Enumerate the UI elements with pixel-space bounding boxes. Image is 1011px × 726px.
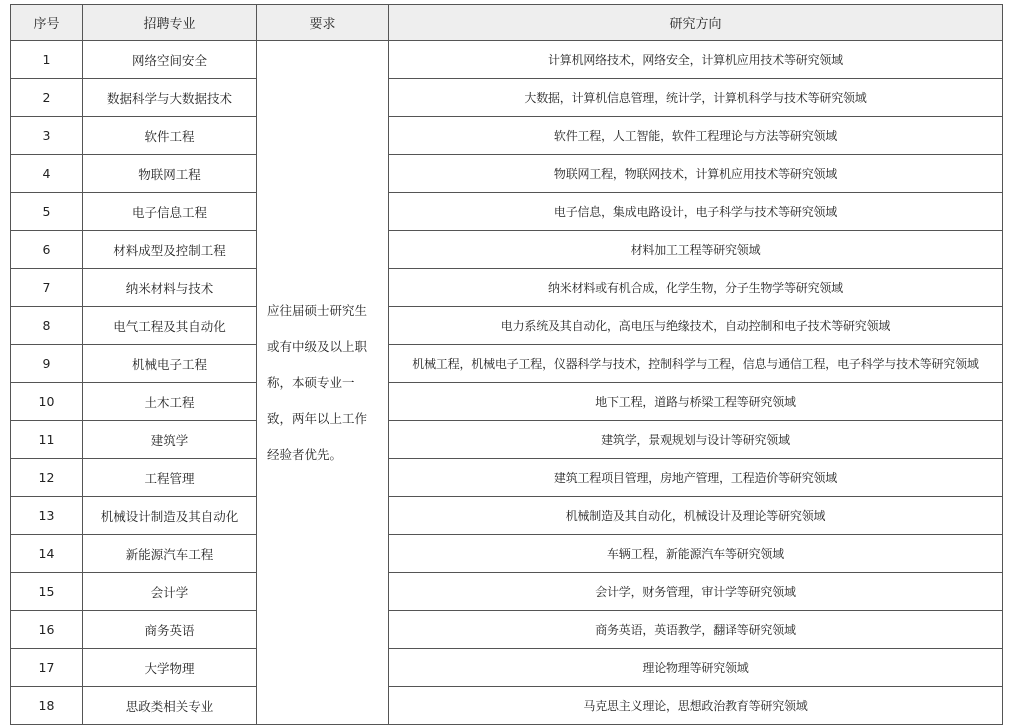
major-cell: 机械设计制造及其自动化: [83, 497, 257, 535]
research-direction-cell: 车辆工程，新能源汽车等研究领域: [389, 535, 1003, 573]
research-direction-cell: 纳米材料或有机合成，化学生物，分子生物学等研究领域: [389, 269, 1003, 307]
table-row: [11, 231, 1003, 269]
serial-number-cell: 9: [11, 345, 83, 383]
serial-number-cell: 13: [11, 497, 83, 535]
table-row: [11, 421, 1003, 459]
table-header: [11, 5, 1003, 41]
serial-number-cell: 14: [11, 535, 83, 573]
table-row: [11, 687, 1003, 725]
major-cell: 机械电子工程: [83, 345, 257, 383]
table-row: [11, 193, 1003, 231]
research-direction-cell: 马克思主义理论，思想政治教育等研究领域: [389, 687, 1003, 725]
research-direction-cell: 会计学，财务管理，审计学等研究领域: [389, 573, 1003, 611]
table-row: [11, 269, 1003, 307]
table-row: [11, 497, 1003, 535]
header-research-direction: 研究方向: [389, 5, 1003, 41]
table-row: [11, 41, 1003, 79]
research-direction-cell: 物联网工程，物联网技术，计算机应用技术等研究领域: [389, 155, 1003, 193]
serial-number-cell: 10: [11, 383, 83, 421]
header-major: 招聘专业: [83, 5, 257, 41]
serial-number-cell: 6: [11, 231, 83, 269]
major-cell: 材料成型及控制工程: [83, 231, 257, 269]
table-row: [11, 79, 1003, 117]
serial-number-cell: 7: [11, 269, 83, 307]
table-row: [11, 155, 1003, 193]
major-cell: 思政类相关专业: [83, 687, 257, 725]
major-cell: 大学物理: [83, 649, 257, 687]
table-row: [11, 345, 1003, 383]
serial-number-cell: 16: [11, 611, 83, 649]
serial-number-cell: 15: [11, 573, 83, 611]
research-direction-cell: 软件工程，人工智能，软件工程理论与方法等研究领域: [389, 117, 1003, 155]
table-row: [11, 459, 1003, 497]
major-cell: 新能源汽车工程: [83, 535, 257, 573]
research-direction-cell: 大数据，计算机信息管理，统计学，计算机科学与技术等研究领域: [389, 79, 1003, 117]
research-direction-cell: 地下工程，道路与桥梁工程等研究领域: [389, 383, 1003, 421]
serial-number-cell: 18: [11, 687, 83, 725]
serial-number-cell: 11: [11, 421, 83, 459]
table-row: [11, 611, 1003, 649]
serial-number-cell: 1: [11, 41, 83, 79]
table-row: [11, 573, 1003, 611]
research-direction-cell: 机械制造及其自动化，机械设计及理论等研究领域: [389, 497, 1003, 535]
serial-number-cell: 17: [11, 649, 83, 687]
research-direction-cell: 理论物理等研究领域: [389, 649, 1003, 687]
serial-number-cell: 3: [11, 117, 83, 155]
table-row: [11, 117, 1003, 155]
major-cell: 土木工程: [83, 383, 257, 421]
requirement-cell: 应往届硕士研究生或有中级及以上职称，本硕专业一致，两年以上工作经验者优先。: [257, 41, 389, 725]
serial-number-cell: 2: [11, 79, 83, 117]
research-direction-cell: 机械工程，机械电子工程，仪器科学与技术，控制科学与工程，信息与通信工程，电子科学与技术等研究领域: [389, 345, 1003, 383]
serial-number-cell: 4: [11, 155, 83, 193]
table-row: [11, 535, 1003, 573]
major-cell: 建筑学: [83, 421, 257, 459]
recruitment-table: [10, 4, 1003, 725]
major-cell: 数据科学与大数据技术: [83, 79, 257, 117]
table-row: [11, 649, 1003, 687]
major-cell: 商务英语: [83, 611, 257, 649]
major-cell: 工程管理: [83, 459, 257, 497]
serial-number-cell: 5: [11, 193, 83, 231]
header-serial-number: 序号: [11, 5, 83, 41]
table-body: [11, 41, 1003, 725]
serial-number-cell: 8: [11, 307, 83, 345]
major-cell: 电子信息工程: [83, 193, 257, 231]
research-direction-cell: 建筑学，景观规划与设计等研究领域: [389, 421, 1003, 459]
research-direction-cell: 计算机网络技术，网络安全，计算机应用技术等研究领域: [389, 41, 1003, 79]
header-row: [11, 5, 1003, 41]
research-direction-cell: 建筑工程项目管理，房地产管理，工程造价等研究领域: [389, 459, 1003, 497]
table-row: [11, 383, 1003, 421]
major-cell: 网络空间安全: [83, 41, 257, 79]
major-cell: 电气工程及其自动化: [83, 307, 257, 345]
research-direction-cell: 电子信息，集成电路设计，电子科学与技术等研究领域: [389, 193, 1003, 231]
header-requirement: 要求: [257, 5, 389, 41]
major-cell: 软件工程: [83, 117, 257, 155]
serial-number-cell: 12: [11, 459, 83, 497]
research-direction-cell: 电力系统及其自动化，高电压与绝缘技术，自动控制和电子技术等研究领域: [389, 307, 1003, 345]
major-cell: 会计学: [83, 573, 257, 611]
table-row: [11, 307, 1003, 345]
major-cell: 纳米材料与技术: [83, 269, 257, 307]
research-direction-cell: 商务英语，英语教学，翻译等研究领域: [389, 611, 1003, 649]
research-direction-cell: 材料加工工程等研究领域: [389, 231, 1003, 269]
major-cell: 物联网工程: [83, 155, 257, 193]
